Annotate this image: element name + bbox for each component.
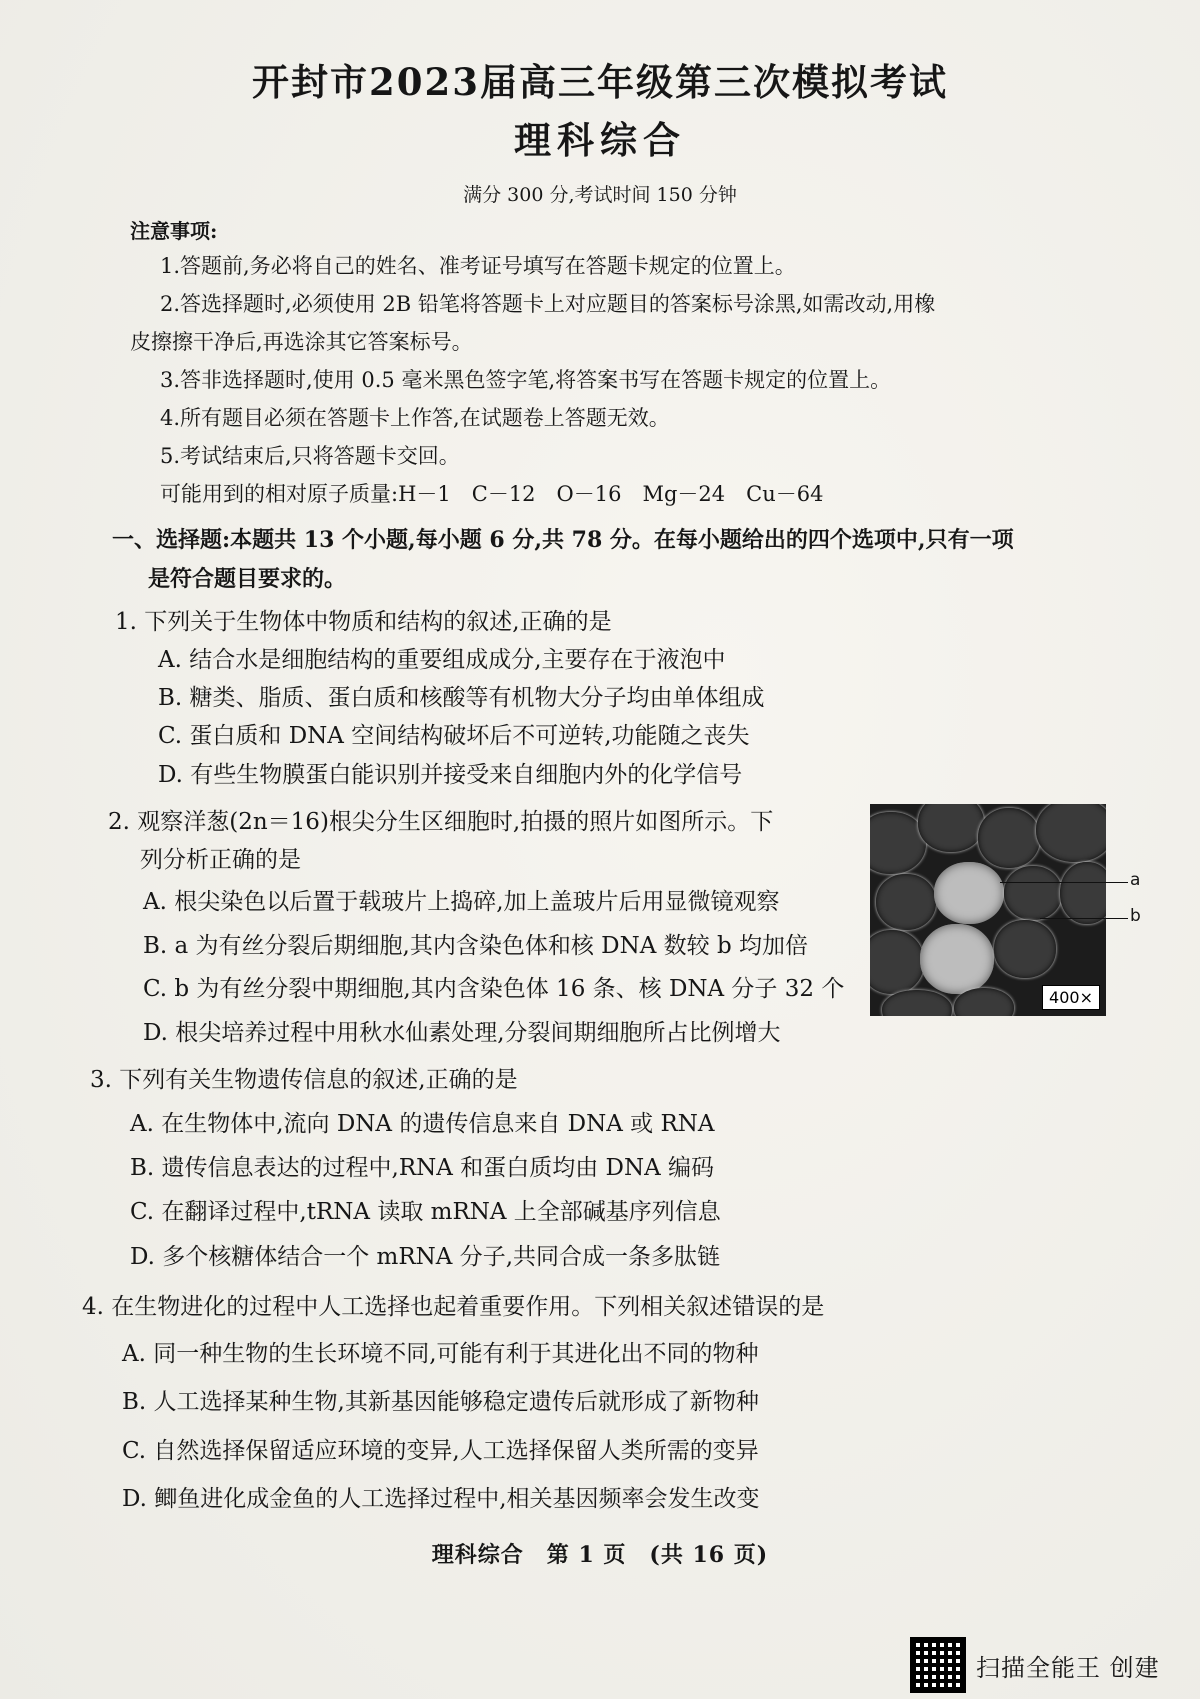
section-heading: 一、选择题:本题共 13 个小题,每小题 6 分,共 78 分。在每小题给出的四个选项中,只有一项 <box>112 527 1014 553</box>
label-b: b <box>1130 906 1141 926</box>
question-2-option-a: A. 根尖染色以后置于载玻片上捣碎,加上盖玻片后用显微镜观察 <box>143 889 780 915</box>
exam-subtitle: 满分 300 分,考试时间 150 分钟 <box>463 184 737 206</box>
question-3-option-b: B. 遗传信息表达的过程中,RNA 和蛋白质均由 DNA 编码 <box>130 1155 714 1181</box>
micrograph-figure <box>870 804 1106 1016</box>
label-a: a <box>1130 870 1141 890</box>
cell-shape <box>994 920 1056 978</box>
cell-shape <box>934 862 1004 924</box>
cell-shape <box>918 804 984 852</box>
atomic-mass-line: 可能用到的相对原子质量:H－1 C－12 O－16 Mg－24 Cu－64 <box>160 482 824 506</box>
cell-shape <box>870 930 924 994</box>
question-1-option-a: A. 结合水是细胞结构的重要组成成分,主要存在于液泡中 <box>158 647 726 673</box>
cell-shape <box>978 808 1040 868</box>
question-4-stem: 4. 在生物进化的过程中人工选择也起着重要作用。下列相关叙述错误的是 <box>82 1294 825 1320</box>
question-1-option-d: D. 有些生物膜蛋白能识别并接受来自细胞内外的化学信号 <box>158 762 743 788</box>
question-3-option-d: D. 多个核糖体结合一个 mRNA 分子,共同合成一条多肽链 <box>130 1244 721 1270</box>
exam-title: 开封市2023届高三年级第三次模拟考试 <box>252 60 948 104</box>
question-2-option-c: C. b 为有丝分裂中期细胞,其内含染色体 16 条、核 DNA 分子 32 个 <box>143 976 845 1002</box>
question-2-option-d: D. 根尖培养过程中用秋水仙素处理,分裂间期细胞所占比例增大 <box>143 1020 781 1046</box>
exam-subject: 理科综合 <box>514 118 686 162</box>
question-2-stem: 2. 观察洋葱(2n＝16)根尖分生区细胞时,拍摄的照片如图所示。下 <box>108 809 774 835</box>
page-footer: 理科综合 第 1 页 (共 16 页) <box>431 1542 769 1568</box>
note-item: 皮擦擦干净后,再选涂其它答案标号。 <box>130 330 473 354</box>
magnification-label: 400× <box>1042 985 1100 1010</box>
note-item: 2.答选择题时,必须使用 2B 铅笔将答题卡上对应题目的答案标号涂黑,如需改动,用橡 <box>160 292 936 316</box>
note-item: 1.答题前,务必将自己的姓名、准考证号填写在答题卡规定的位置上。 <box>160 254 796 278</box>
watermark-text: 扫描全能王 创建 <box>976 1653 1160 1682</box>
section-heading-cont: 是符合题目要求的。 <box>148 566 347 592</box>
cell-shape <box>1060 862 1106 924</box>
pointer-line-a <box>1000 882 1128 883</box>
question-3-option-c: C. 在翻译过程中,tRNA 读取 mRNA 上全部碱基序列信息 <box>130 1199 721 1225</box>
cell-shape <box>882 990 952 1016</box>
pointer-line-b <box>1040 918 1128 919</box>
question-2-stem-cont: 列分析正确的是 <box>140 847 301 873</box>
note-item: 3.答非选择题时,使用 0.5 毫米黑色签字笔,将答案书写在答题卡规定的位置上。 <box>160 368 892 392</box>
note-item: 4.所有题目必须在答题卡上作答,在试题卷上答题无效。 <box>160 406 670 430</box>
question-1-option-b: B. 糖类、脂质、蛋白质和核酸等有机物大分子均由单体组成 <box>158 685 765 711</box>
question-4-option-d: D. 鲫鱼进化成金鱼的人工选择过程中,相关基因频率会发生改变 <box>122 1486 760 1512</box>
cell-shape <box>1036 804 1106 862</box>
scanner-watermark <box>910 1637 1160 1693</box>
note-item: 5.考试结束后,只将答题卡交回。 <box>160 444 460 468</box>
notes-heading: 注意事项: <box>130 219 218 243</box>
question-1-option-c: C. 蛋白质和 DNA 空间结构破坏后不可逆转,功能随之丧失 <box>158 723 750 749</box>
cell-shape <box>920 924 994 994</box>
question-3-option-a: A. 在生物体中,流向 DNA 的遗传信息来自 DNA 或 RNA <box>130 1111 715 1137</box>
question-1-stem: 1. 下列关于生物体中物质和结构的叙述,正确的是 <box>115 609 612 635</box>
cell-shape <box>954 988 1014 1016</box>
question-4-option-c: C. 自然选择保留适应环境的变异,人工选择保留人类所需的变异 <box>122 1438 759 1464</box>
cell-shape <box>876 874 936 930</box>
question-2-option-b: B. a 为有丝分裂后期细胞,其内含染色体和核 DNA 数较 b 均加倍 <box>143 933 809 959</box>
question-4-option-a: A. 同一种生物的生长环境不同,可能有利于其进化出不同的物种 <box>122 1341 759 1367</box>
cell-shape <box>1004 866 1062 920</box>
qr-code-icon <box>910 1637 966 1693</box>
question-4-option-b: B. 人工选择某种生物,其新基因能够稳定遗传后就形成了新物种 <box>122 1389 759 1415</box>
question-3-stem: 3. 下列有关生物遗传信息的叙述,正确的是 <box>90 1067 518 1093</box>
